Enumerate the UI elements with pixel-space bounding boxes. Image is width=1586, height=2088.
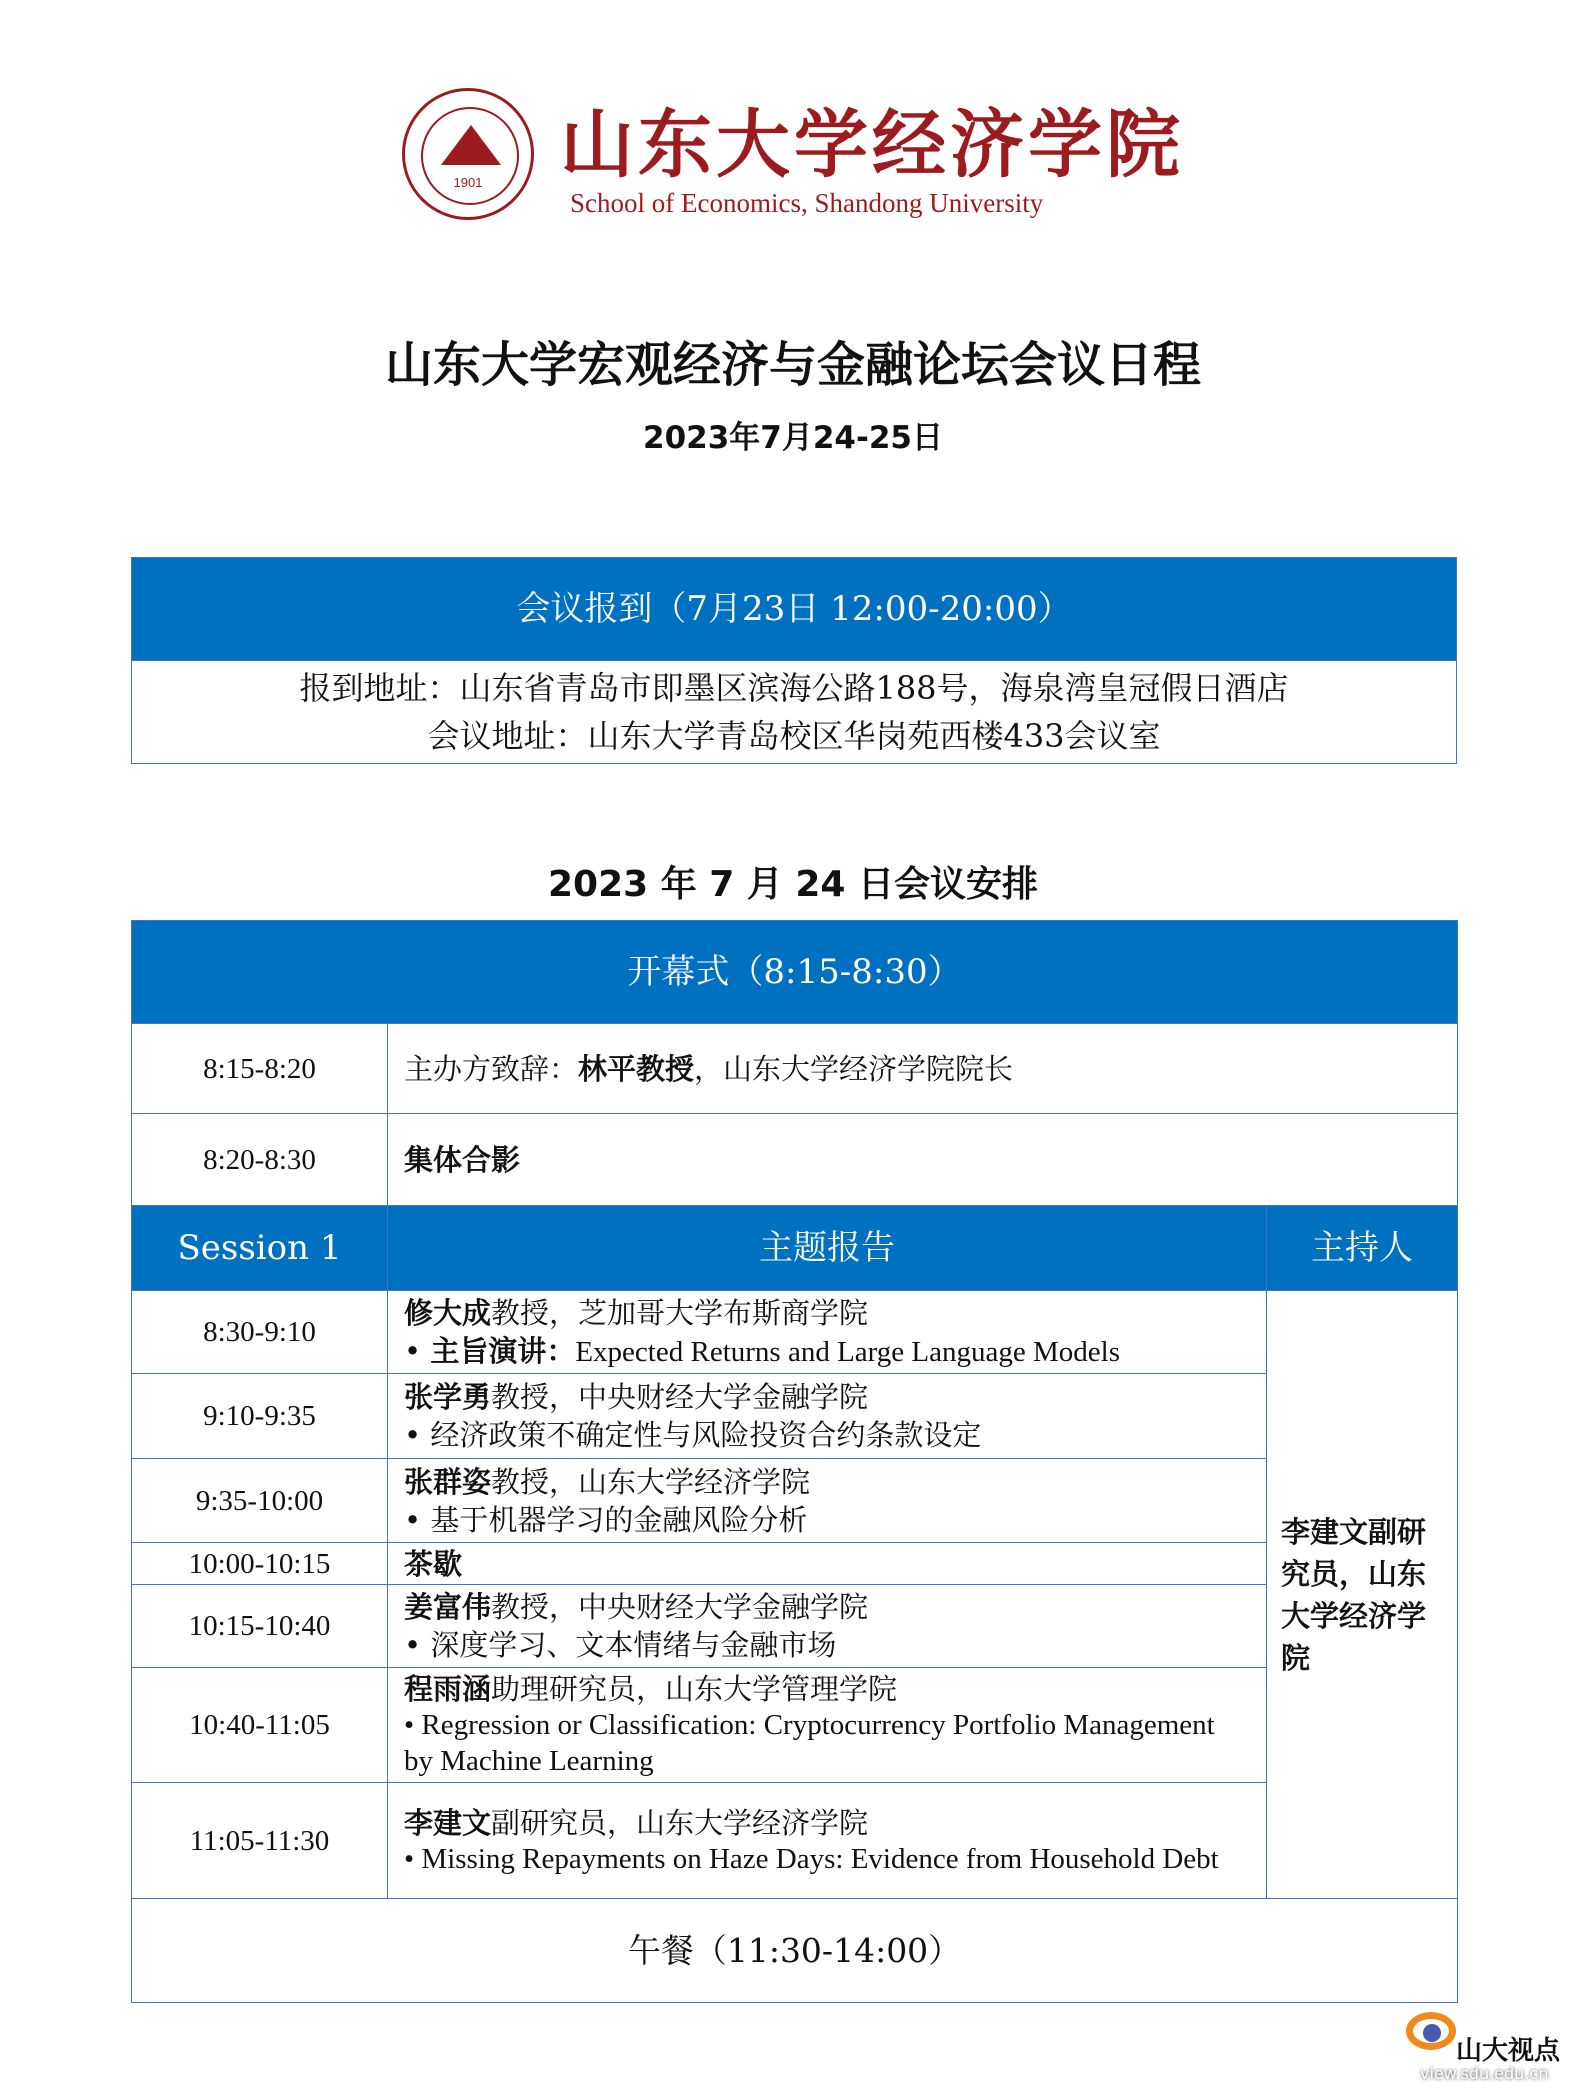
- time-cell: 10:40-11:05: [132, 1668, 388, 1783]
- day-heading: 2023 年 7 月 24 日会议安排: [547, 864, 1038, 905]
- speaker-name: 姜富伟: [404, 1590, 492, 1624]
- agenda-cell: 修大成教授，芝加哥大学布斯商学院 • 主旨演讲：Expected Returns and Large Language Models: [388, 1291, 1267, 1374]
- watermark: [1400, 1990, 1586, 2088]
- speaker-name: 李建文: [404, 1805, 492, 1840]
- time-cell: 9:10-9:35: [132, 1374, 388, 1459]
- speaker-name: 张学勇: [404, 1380, 492, 1414]
- agenda-cell: [388, 1543, 1267, 1585]
- topic-header: 主题报告: [388, 1206, 1267, 1291]
- talk-title: Missing Repayments on Haze Days: Evidence from Household Debt: [421, 1842, 1219, 1875]
- registration-info: [132, 661, 1457, 764]
- talk-title: 深度学习、文本情绪与金融市场: [430, 1628, 837, 1662]
- venue-address: 会议地址：山东大学青岛校区华岗苑西楼433会议室: [427, 717, 1161, 755]
- page-title: 山东大学宏观经济与金融论坛会议日程: [384, 337, 1201, 393]
- agenda-cell: 李建文副研究员，山东大学经济学院 • Missing Repayments on Haze Days: Evidence from Household Debt: [388, 1783, 1267, 1899]
- speaker-affiliation: 教授，山东大学经济学院: [491, 1464, 811, 1499]
- agenda-item: 集体合影: [404, 1142, 521, 1177]
- time-cell: 8:15-8:20: [132, 1024, 388, 1114]
- table-row: [132, 1585, 1458, 1668]
- speaker-name: 林平教授: [578, 1051, 695, 1086]
- time-cell: 11:05-11:30: [132, 1783, 388, 1899]
- agenda-cell: [388, 1024, 1458, 1114]
- agenda-prefix: 主办方致辞：: [404, 1051, 579, 1086]
- talk-prefix: 主旨演讲：: [430, 1333, 576, 1368]
- schedule-table: [131, 920, 1458, 2003]
- table-row: [132, 1374, 1458, 1459]
- speaker-name: 程雨涵: [404, 1672, 492, 1706]
- checkin-address: 报到地址：山东省青岛市即墨区滨海公路188号，海泉湾皇冠假日酒店: [299, 669, 1289, 707]
- speaker-name: 张群姿: [404, 1464, 492, 1499]
- agenda-cell: 张学勇教授，中央财经大学金融学院 • 经济政策不确定性与风险投资合约条款设定: [388, 1374, 1267, 1459]
- agenda-cell: 姜富伟教授，中央财经大学金融学院 • 深度学习、文本情绪与金融市场: [388, 1585, 1267, 1668]
- time-cell: 10:00-10:15: [132, 1543, 388, 1585]
- speaker-affiliation: 教授，中央财经大学金融学院: [491, 1380, 869, 1414]
- university-seal-icon: 1901: [402, 88, 534, 220]
- logo-english-name: School of Economics, Shandong University: [570, 188, 1044, 218]
- table-row: [132, 1899, 1458, 2003]
- watermark-text: 山大视点: [1456, 2036, 1561, 2066]
- table-row: [132, 1783, 1458, 1899]
- break-label: 茶歇: [404, 1546, 463, 1581]
- talk-title: 经济政策不确定性与风险投资合约条款设定: [430, 1418, 982, 1452]
- registration-header: 会议报到（7月23日 12:00-20:00）: [132, 558, 1457, 661]
- table-row: [132, 1543, 1458, 1585]
- speaker-affiliation: 副研究员，山东大学经济学院: [491, 1805, 869, 1840]
- speaker-affiliation: 教授，中央财经大学金融学院: [491, 1590, 869, 1624]
- talk-title: Expected Returns and Large Language Models: [575, 1335, 1120, 1368]
- conference-date: 2023年7月24-25日: [643, 420, 943, 456]
- table-row: [132, 1668, 1458, 1783]
- time-cell: 8:20-8:30: [132, 1114, 388, 1206]
- host-name: 李建文副研究员，山东大学经济学院: [1281, 1514, 1427, 1675]
- speaker-affiliation: 助理研究员，山东大学管理学院: [491, 1672, 898, 1706]
- table-row: [132, 1024, 1458, 1114]
- school-logo: [400, 86, 1184, 226]
- agenda-cell: 程雨涵助理研究员，山东大学管理学院 • Regression or Classification: Cryptocurrency Portfolio Management by Machine Learning: [388, 1668, 1267, 1783]
- talk-title: 基于机器学习的金融风险分析: [430, 1502, 808, 1537]
- lunch-break: 午餐（11:30-14:00）: [132, 1899, 1458, 2003]
- registration-table: [131, 557, 1457, 764]
- speaker-affiliation: ，山东大学经济学院院长: [694, 1051, 1014, 1086]
- table-row: [132, 1114, 1458, 1206]
- host-header: 主持人: [1267, 1206, 1458, 1291]
- logo-chinese-name: 山东大学经济学院: [560, 102, 1184, 188]
- talk-title: Regression or Classification: Cryptocurrency Portfolio Management by Machine Learning: [404, 1709, 1215, 1777]
- agenda-cell: 张群姿教授，山东大学经济学院 • 基于机器学习的金融风险分析: [388, 1459, 1267, 1543]
- time-cell: 8:30-9:10: [132, 1291, 388, 1374]
- session-label: Session 1: [132, 1206, 388, 1291]
- table-row: [132, 1459, 1458, 1543]
- table-row: [132, 1291, 1458, 1374]
- host-cell: [1267, 1291, 1458, 1899]
- opening-header: 开幕式（8:15-8:30）: [132, 921, 1458, 1024]
- speaker-affiliation: 教授，芝加哥大学布斯商学院: [491, 1295, 869, 1330]
- agenda-cell: [388, 1114, 1458, 1206]
- time-cell: 10:15-10:40: [132, 1585, 388, 1668]
- time-cell: 9:35-10:00: [132, 1459, 388, 1543]
- watermark-url: view.sdu.edu.cn: [1420, 2064, 1549, 2083]
- speaker-name: 修大成: [404, 1295, 492, 1330]
- eye-logo-icon: [1406, 2012, 1456, 2050]
